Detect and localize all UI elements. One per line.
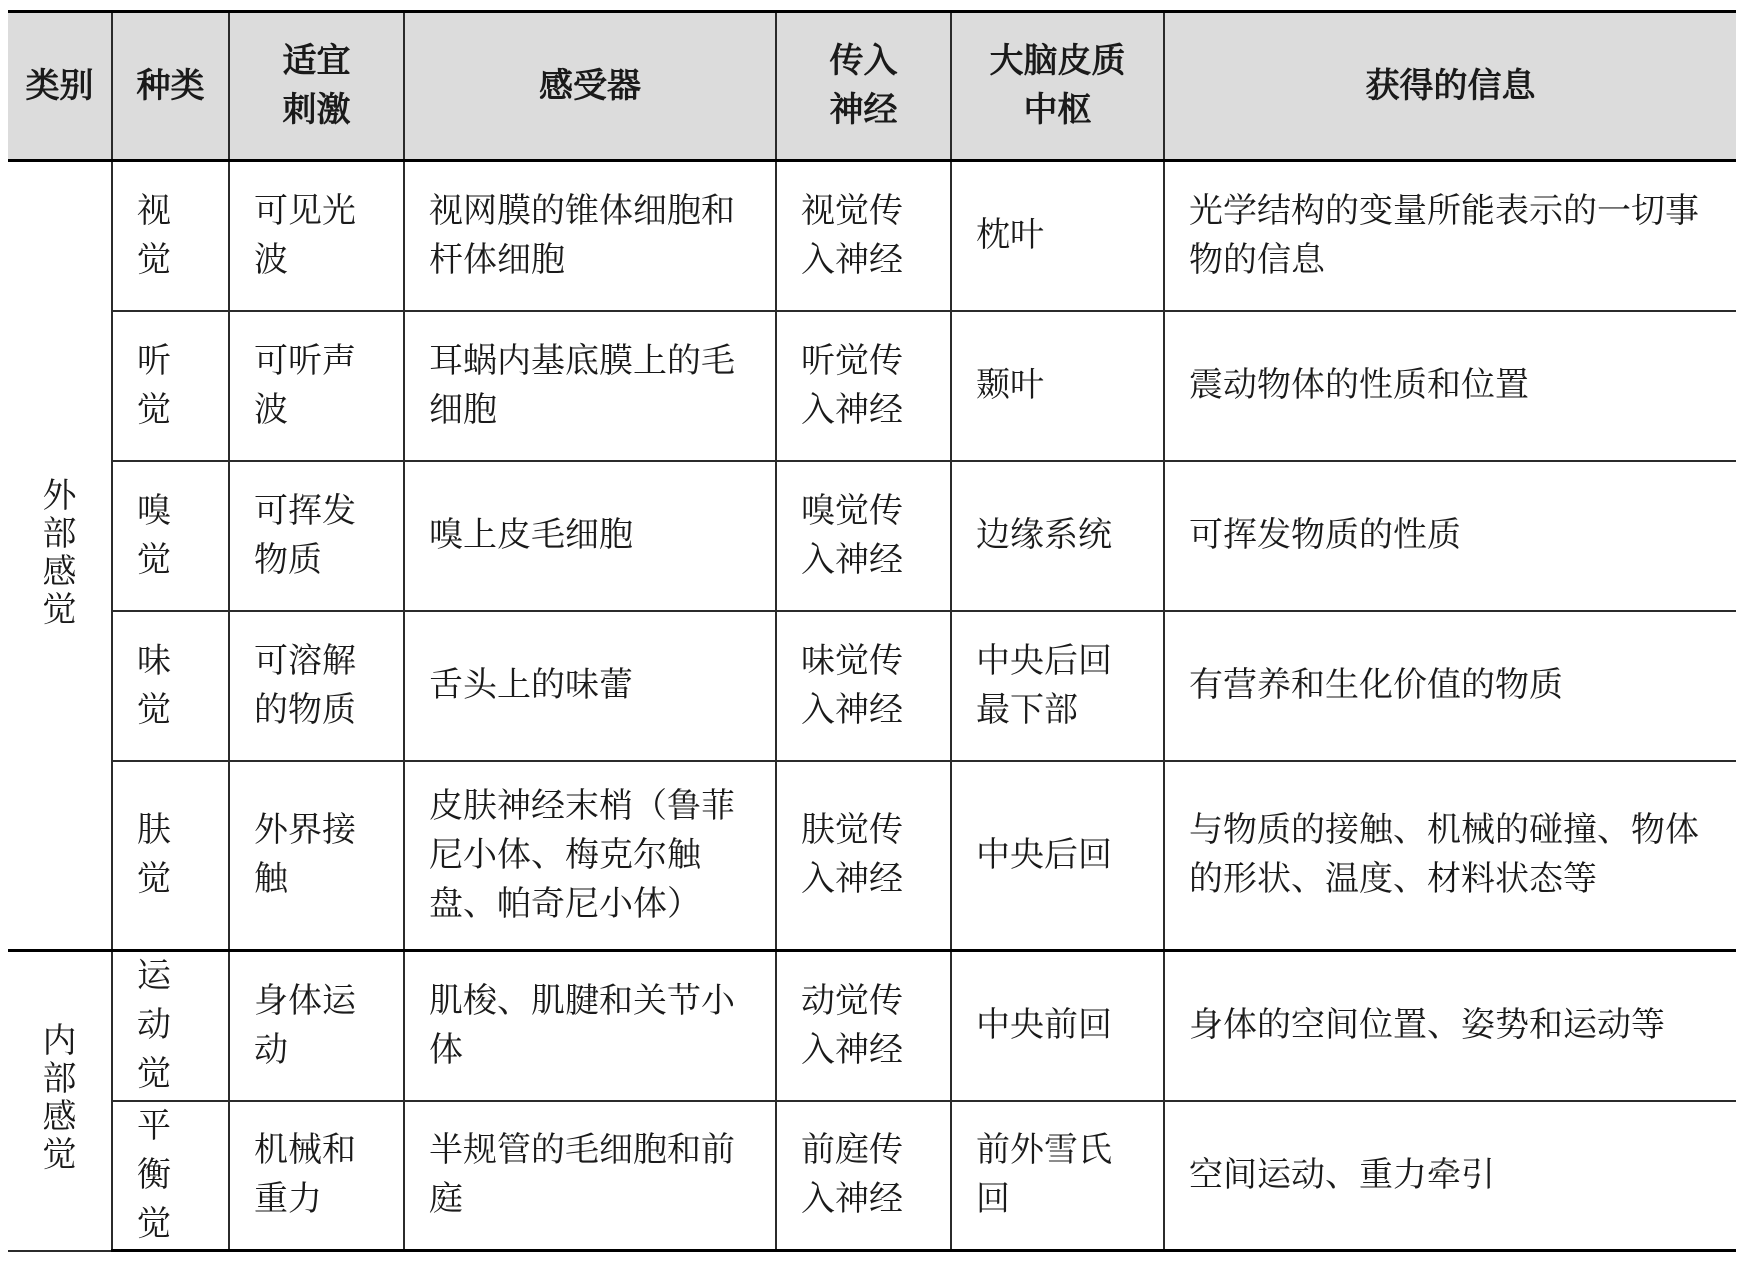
header-category: 类别 — [8, 12, 112, 161]
table-row — [8, 1101, 1736, 1251]
table-row — [8, 951, 1736, 1101]
kind-cell: 视觉 — [112, 161, 229, 311]
cortex-cell: 中央前回 — [951, 951, 1164, 1101]
category-cell — [8, 951, 112, 1251]
info-cell: 空间运动、重力牵引 — [1164, 1101, 1736, 1251]
stimulus-cell: 可溶解的物质 — [229, 611, 404, 761]
category-label: 内部感觉 — [42, 1020, 77, 1175]
cortex-cell: 颞叶 — [951, 311, 1164, 461]
stimulus-cell: 身体运动 — [229, 951, 404, 1101]
table-row — [8, 311, 1736, 461]
stimulus-cell: 可听声波 — [229, 311, 404, 461]
header-info: 获得的信息 — [1164, 12, 1736, 161]
cortex-cell: 前外雪氏回 — [951, 1101, 1164, 1251]
nerve-cell: 味觉传入神经 — [776, 611, 951, 761]
header-stimulus: 适宜 刺激 — [229, 12, 404, 161]
stimulus-cell: 可挥发物质 — [229, 461, 404, 611]
info-cell: 可挥发物质的性质 — [1164, 461, 1736, 611]
stimulus-cell: 机械和重力 — [229, 1101, 404, 1251]
info-cell: 身体的空间位置、姿势和运动等 — [1164, 951, 1736, 1101]
info-cell: 有营养和生化价值的物质 — [1164, 611, 1736, 761]
nerve-cell: 听觉传入神经 — [776, 311, 951, 461]
cortex-cell: 边缘系统 — [951, 461, 1164, 611]
sensation-table — [8, 10, 1736, 1252]
receptor-cell: 视网膜的锥体细胞和杆体细胞 — [404, 161, 776, 311]
header-row — [8, 12, 1736, 161]
receptor-cell: 舌头上的味蕾 — [404, 611, 776, 761]
receptor-cell: 肌梭、肌腱和关节小体 — [404, 951, 776, 1101]
kind-cell: 味觉 — [112, 611, 229, 761]
receptor-cell: 耳蜗内基底膜上的毛细胞 — [404, 311, 776, 461]
receptor-cell: 半规管的毛细胞和前庭 — [404, 1101, 776, 1251]
kind-cell: 嗅觉 — [112, 461, 229, 611]
table-row — [8, 461, 1736, 611]
cortex-cell: 枕叶 — [951, 161, 1164, 311]
nerve-cell: 视觉传入神经 — [776, 161, 951, 311]
header-cortex-center: 大脑皮质 中枢 — [951, 12, 1164, 161]
stimulus-cell: 外界接触 — [229, 761, 404, 951]
table-row — [8, 161, 1736, 311]
receptor-cell: 皮肤神经末梢（鲁菲尼小体、梅克尔触盘、帕奇尼小体） — [404, 761, 776, 951]
header-kind: 种类 — [112, 12, 229, 161]
nerve-cell: 动觉传入神经 — [776, 951, 951, 1101]
header-receptor: 感受器 — [404, 12, 776, 161]
info-cell: 光学结构的变量所能表示的一切事物的信息 — [1164, 161, 1736, 311]
table-row — [8, 761, 1736, 951]
stimulus-cell: 可见光波 — [229, 161, 404, 311]
info-cell: 震动物体的性质和位置 — [1164, 311, 1736, 461]
info-cell: 与物质的接触、机械的碰撞、物体的形状、温度、材料状态等 — [1164, 761, 1736, 951]
kind-cell: 听觉 — [112, 311, 229, 461]
cortex-cell: 中央后回 — [951, 761, 1164, 951]
kind-cell: 平衡觉 — [112, 1101, 229, 1251]
receptor-cell: 嗅上皮毛细胞 — [404, 461, 776, 611]
kind-cell: 运动觉 — [112, 951, 229, 1101]
nerve-cell: 肤觉传入神经 — [776, 761, 951, 951]
header-afferent-nerve: 传入 神经 — [776, 12, 951, 161]
category-label: 外部感觉 — [42, 475, 77, 630]
kind-cell: 肤觉 — [112, 761, 229, 951]
category-cell — [8, 161, 112, 951]
nerve-cell: 前庭传入神经 — [776, 1101, 951, 1251]
cortex-cell: 中央后回最下部 — [951, 611, 1164, 761]
nerve-cell: 嗅觉传入神经 — [776, 461, 951, 611]
table-row — [8, 611, 1736, 761]
